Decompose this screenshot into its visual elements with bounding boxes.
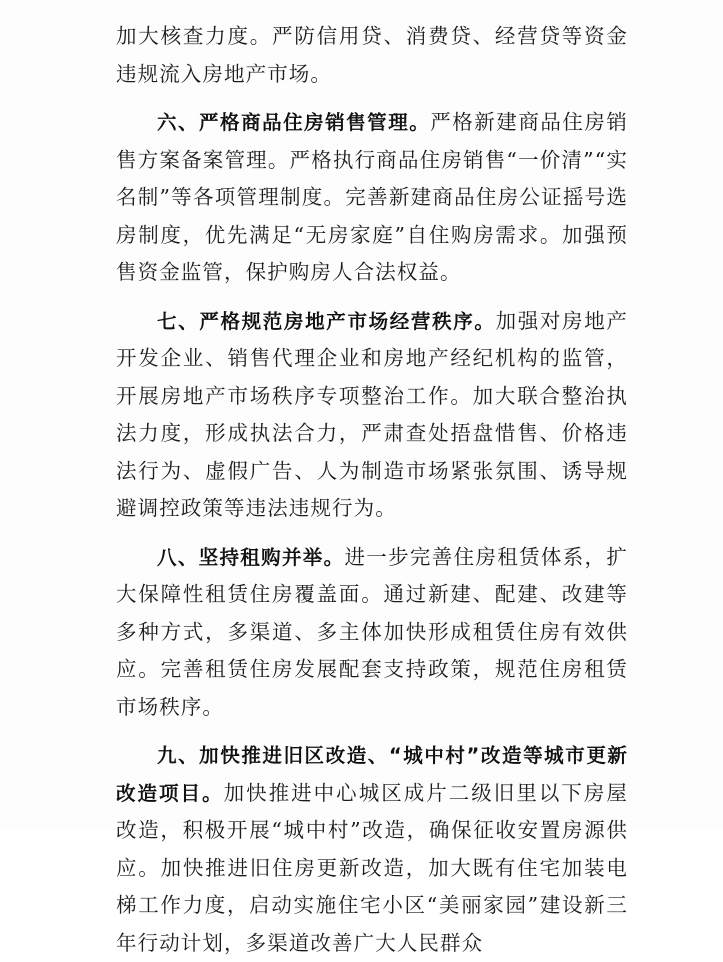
paragraph-eight	[116, 539, 628, 727]
document-body	[116, 18, 628, 962]
paragraph-text: 加快推进中心城区成片二级旧里以下房屋改造，积极开展“城中村”改造，确保征收安置房源供应。加快推进旧住房更新改造，加大既有住宅加装电梯工作力度，启动实施住宅小区“美丽家园”建设新三年行动计划，多渠道改善广大人民群众	[116, 780, 628, 955]
paragraph-text: 严格新建商品住房销售方案备案管理。严格执行商品住房销售“一价清”“实名制”等各项管理制度。完善新建商品住房公证摇号选房制度，优先满足“无房家庭”自住购房需求。加强预售资金监管，保护购房人合法权益。	[116, 110, 628, 284]
paragraph-heading-seven: 七、严格规范房地产市场经营秩序。	[157, 309, 496, 333]
paragraph-text: 进一步完善住房租赁体系，扩大保障性租赁住房覆盖面。通过新建、配建、改建等多种方式，多渠道、多主体加快形成租赁住房有效供应。完善租赁住房发展配套支持政策，规范住房租赁市场秩序。	[116, 544, 628, 719]
paragraph-heading-six: 六、严格商品住房销售管理。	[157, 111, 431, 134]
paragraph-heading-eight: 八、坚持租购并举。	[157, 545, 345, 569]
paragraph-heading-nine: 九、加快推进旧区改造、“城中村”改造等城市更新改造项目。	[116, 744, 628, 805]
paragraph-seven	[116, 303, 628, 528]
paragraph-text: 加强对房地产开发企业、销售代理企业和房地产经纪机构的监管，开展房地产市场秩序专项整治工作。加大联合整治执法力度，形成执法合力，严肃查处捂盘惜售、价格违法行为、虚假广告、人为制造市场紧张氛围、诱导规避调控政策等违法违规行为。	[116, 308, 628, 520]
paragraph-nine	[116, 737, 628, 962]
paragraph-continued	[116, 18, 628, 93]
paragraph-six	[116, 104, 628, 292]
paragraph-text: 加大核查力度。严防信用贷、消费贷、经营贷等资金违规流入房地产市场。	[116, 24, 628, 86]
